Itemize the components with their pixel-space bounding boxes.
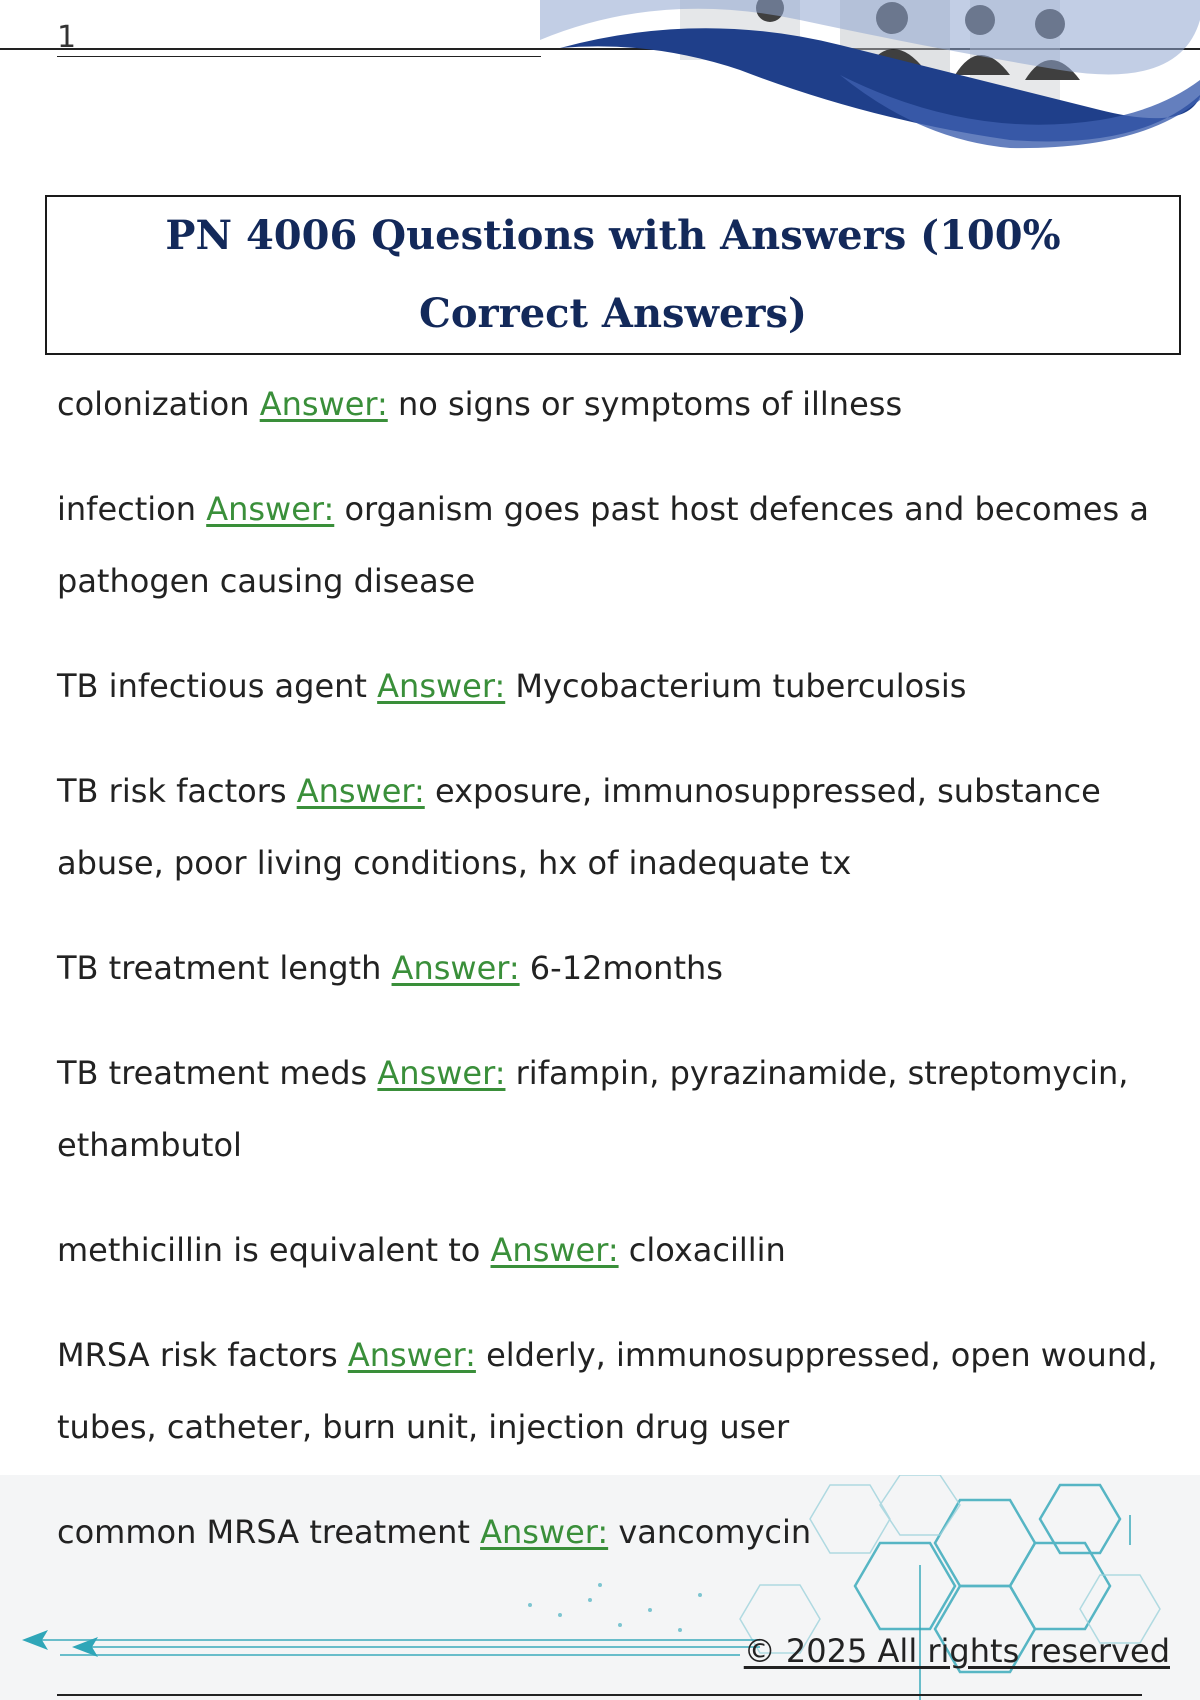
answer-label: Answer: <box>377 667 506 705</box>
footer-rule <box>57 1694 1142 1696</box>
qa-answer: rifampin, pyrazinamide, streptomycin, ethambutol <box>57 1054 1129 1164</box>
qa-answer: organism goes past host defences and becomes a pathogen causing disease <box>57 490 1149 600</box>
answer-label: Answer: <box>490 1231 619 1269</box>
qa-term: infection <box>57 490 197 528</box>
qa-answer: Mycobacterium tuberculosis <box>515 667 967 705</box>
qa-answer: elderly, immunosuppressed, open wound, tubes, catheter, burn unit, injection drug user <box>57 1336 1158 1446</box>
qa-term: TB treatment meds <box>57 1054 368 1092</box>
qa-answer: 6-12months <box>529 949 723 987</box>
qa-item <box>57 473 1167 617</box>
qa-answer: no signs or symptoms of illness <box>397 385 903 423</box>
qa-answer: cloxacillin <box>628 1231 786 1269</box>
qa-answer: vancomycin <box>618 1513 812 1551</box>
header-underline <box>57 56 541 57</box>
answer-label: Answer: <box>259 385 388 423</box>
page-number: 1 <box>57 20 77 55</box>
answer-label: Answer: <box>377 1054 506 1092</box>
title-box <box>45 195 1181 355</box>
qa-item <box>57 1214 1167 1286</box>
copyright-notice: © 2025 All rights reserved <box>743 1632 1170 1670</box>
answer-label: Answer: <box>296 772 425 810</box>
qa-term: MRSA risk factors <box>57 1336 338 1374</box>
qa-item <box>57 1496 1167 1568</box>
qa-term: TB treatment length <box>57 949 382 987</box>
qa-answer: exposure, immunosuppressed, substance abuse, poor living conditions, hx of inadequate tx <box>57 772 1101 882</box>
qa-term: colonization <box>57 385 250 423</box>
document-title: PN 4006 Questions with Answers (100% Correct Answers) <box>165 212 1061 337</box>
qa-item <box>57 368 1167 440</box>
qa-item <box>57 1037 1167 1181</box>
qa-item <box>57 650 1167 722</box>
header-banner-image <box>540 0 1200 160</box>
qa-item <box>57 755 1167 899</box>
qa-term: methicillin is equivalent to <box>57 1231 481 1269</box>
answer-label: Answer: <box>391 949 520 987</box>
answer-label: Answer: <box>347 1336 476 1374</box>
qa-item <box>57 932 1167 1004</box>
answer-label: Answer: <box>480 1513 609 1551</box>
answer-label: Answer: <box>206 490 335 528</box>
qa-list <box>57 368 1167 1601</box>
qa-item <box>57 1319 1167 1463</box>
qa-term: TB infectious agent <box>57 667 367 705</box>
qa-term: TB risk factors <box>57 772 287 810</box>
qa-term: common MRSA treatment <box>57 1513 470 1551</box>
